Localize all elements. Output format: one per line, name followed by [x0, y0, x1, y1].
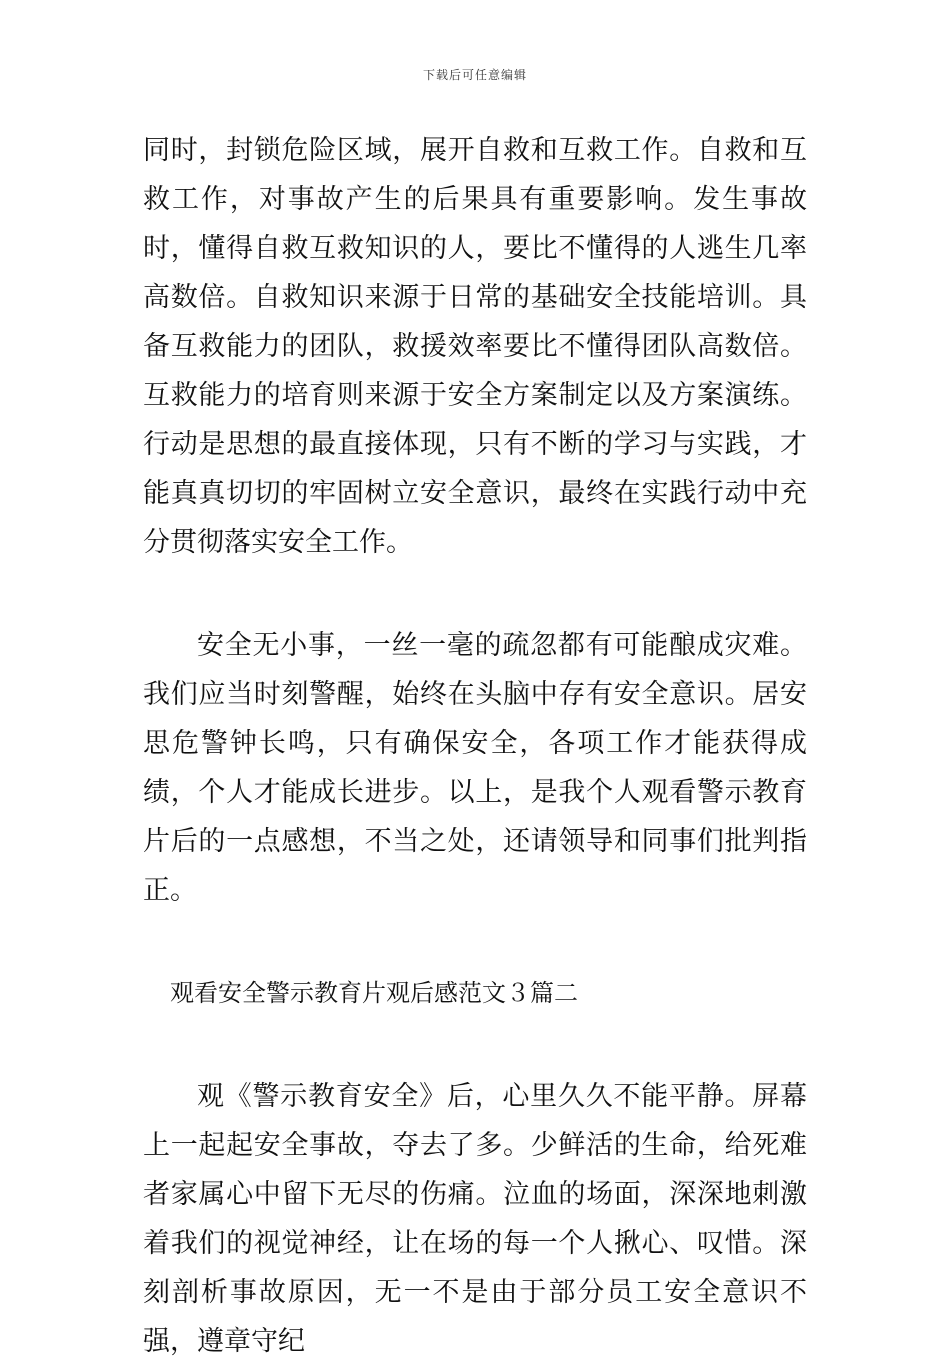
paragraph-spacer: [143, 915, 807, 969]
page-header-note: 下载后可任意编辑: [422, 68, 527, 82]
paragraph-section-two: 观《警示教育安全》后，心里久久不能平静。屏幕上一起起安全事故，夺去了多。少鲜活的生命，给死难者家属心中留下无尽的伤痛。泣血的场面，深深地刺激着我们的视觉神经，让在场的每一个人揪心、叹惜。深刻剖析事故原因，无一不是由于部分员工安全意识不强，遵章守纪: [143, 1081, 807, 1357]
section-heading: 观看安全警示教育片观后感范文３篇二: [170, 979, 578, 1007]
document-body: [143, 126, 807, 1366]
paragraph-spacer: [143, 567, 807, 621]
paragraph-spacer: [143, 1018, 807, 1072]
paragraph-continuation: 同时，封锁危险区域，展开自救和互救工作。自救和互救工作，对事故产生的后果具有重要影响。发生事故时，懂得自救互救知识的人，要比不懂得的人逃生几率高数倍。自救知识来源于日常的基础安全技能培训。具备互救能力的团队，救援效率要比不懂得团队高数倍。互救能力的培育则来源于安全方案制定以及方案演练。行动是思想的最直接体现，只有不断的学习与实践，才能真真切切的牢固树立安全意识，最终在实践行动中充分贯彻落实安全工作。: [143, 135, 807, 558]
paragraph-conclusion: 安全无小事，一丝一毫的疏忽都有可能酿成灾难。我们应当时刻警醒，始终在头脑中存有安全意识。居安思危警钟长鸣，只有确保安全，各项工作才能获得成绩，个人才能成长进步。以上，是我个人观看警示教育片后的一点感想，不当之处，还请领导和同事们批判指正。: [143, 630, 807, 906]
